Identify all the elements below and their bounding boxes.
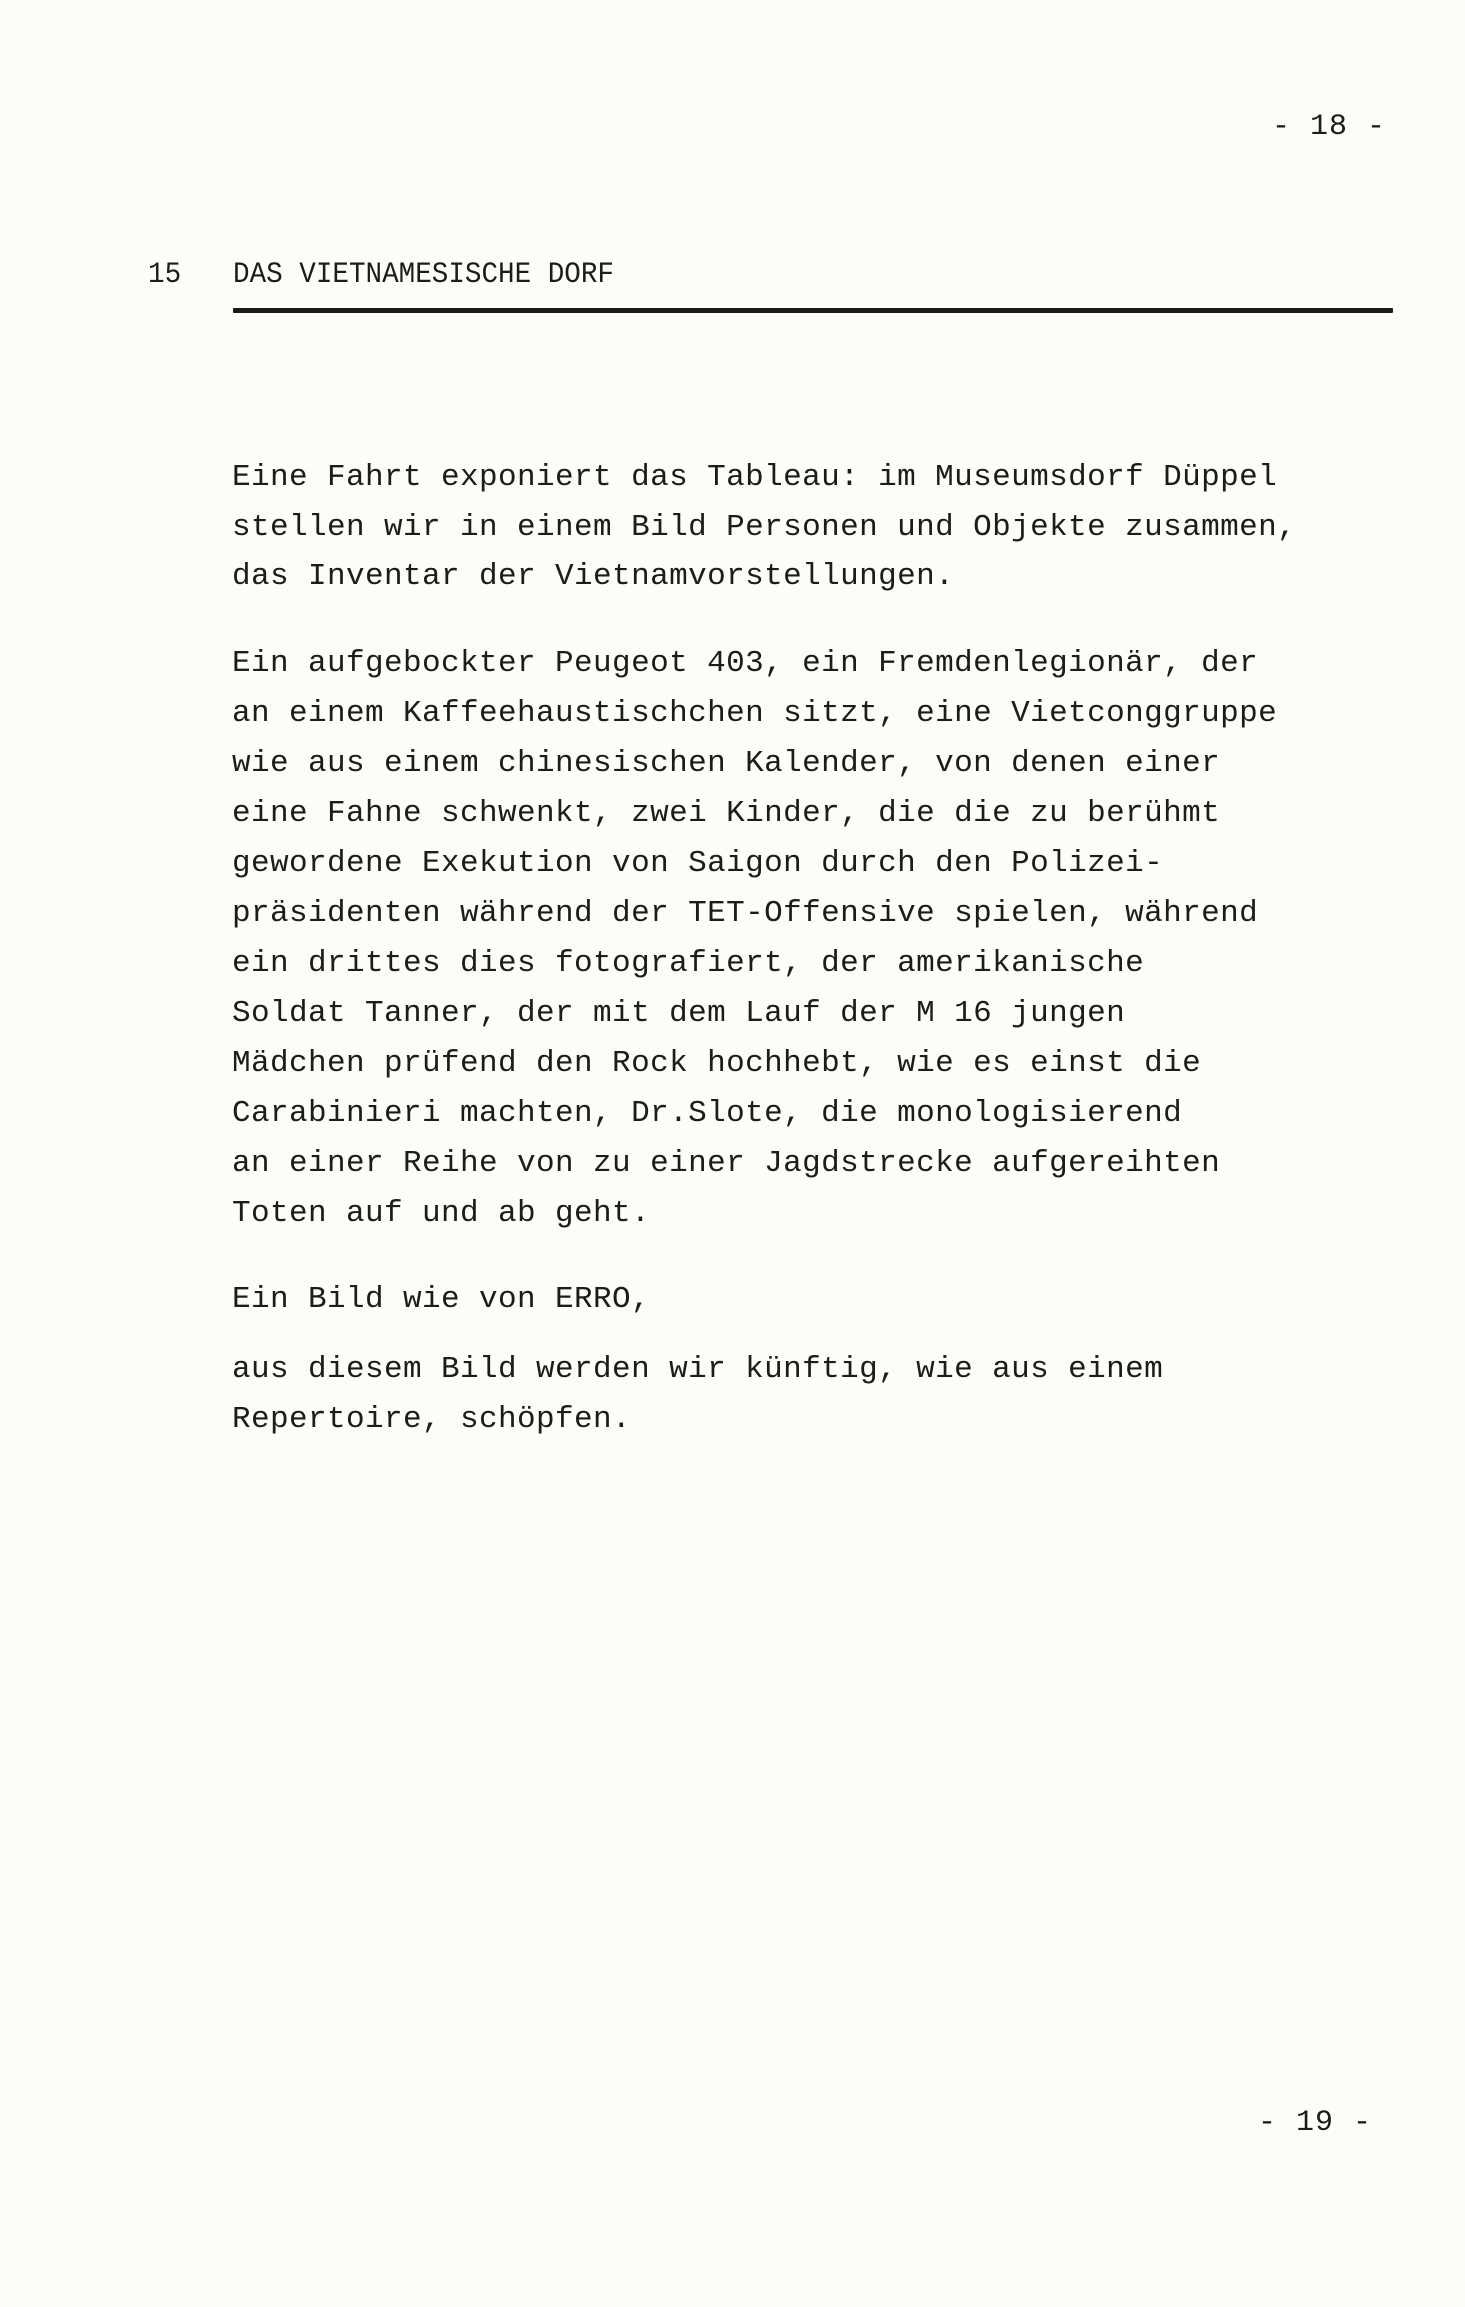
text-line: eine Fahne schwenkt, zwei Kinder, die die zu berühmt xyxy=(232,796,1221,831)
text-line: wie aus einem chinesischen Kalender, von denen einer xyxy=(232,746,1221,781)
text-line: Mädchen prüfend den Rock hochhebt, wie es einst die xyxy=(232,1046,1202,1081)
section-number: 15 xyxy=(148,258,182,292)
section-title: DAS VIETNAMESISCHE DORF xyxy=(233,258,614,292)
text-line: Eine Fahrt exponiert das Tableau: im Museumsdorf Düppel xyxy=(232,460,1278,495)
text-line: aus diesem Bild werden wir künftig, wie aus einem xyxy=(232,1352,1164,1387)
text-line: an einem Kaffeehaustischchen sitzt, eine Vietconggruppe xyxy=(232,696,1278,731)
text-line: Ein aufgebockter Peugeot 403, ein Fremdenlegionär, der xyxy=(232,646,1259,681)
heading-rule xyxy=(233,308,1393,313)
text-line: präsidenten während der TET-Offensive spielen, während xyxy=(232,896,1259,931)
text-line: Carabinieri machten, Dr.Slote, die monologisierend xyxy=(232,1096,1183,1131)
text-line: an einer Reihe von zu einer Jagdstrecke aufgereihten xyxy=(232,1146,1221,1181)
page-number-bottom: - 19 - xyxy=(1258,2106,1373,2140)
page-number-top: - 18 - xyxy=(1272,110,1387,144)
text-line: Repertoire, schöpfen. xyxy=(232,1402,632,1437)
text-line: ein drittes dies fotografiert, der amerikanische xyxy=(232,946,1145,981)
text-line: gewordene Exekution von Saigon durch den Polizei- xyxy=(232,846,1164,881)
text-line: das Inventar der Vietnamvorstellungen. xyxy=(232,559,955,594)
text-line: Toten auf und ab geht. xyxy=(232,1196,651,1231)
text-line: Ein Bild wie von ERRO, xyxy=(232,1282,651,1317)
text-line: Soldat Tanner, der mit dem Lauf der M 16 jungen xyxy=(232,996,1126,1031)
text-line: stellen wir in einem Bild Personen und Objekte zusammen, xyxy=(232,510,1297,545)
